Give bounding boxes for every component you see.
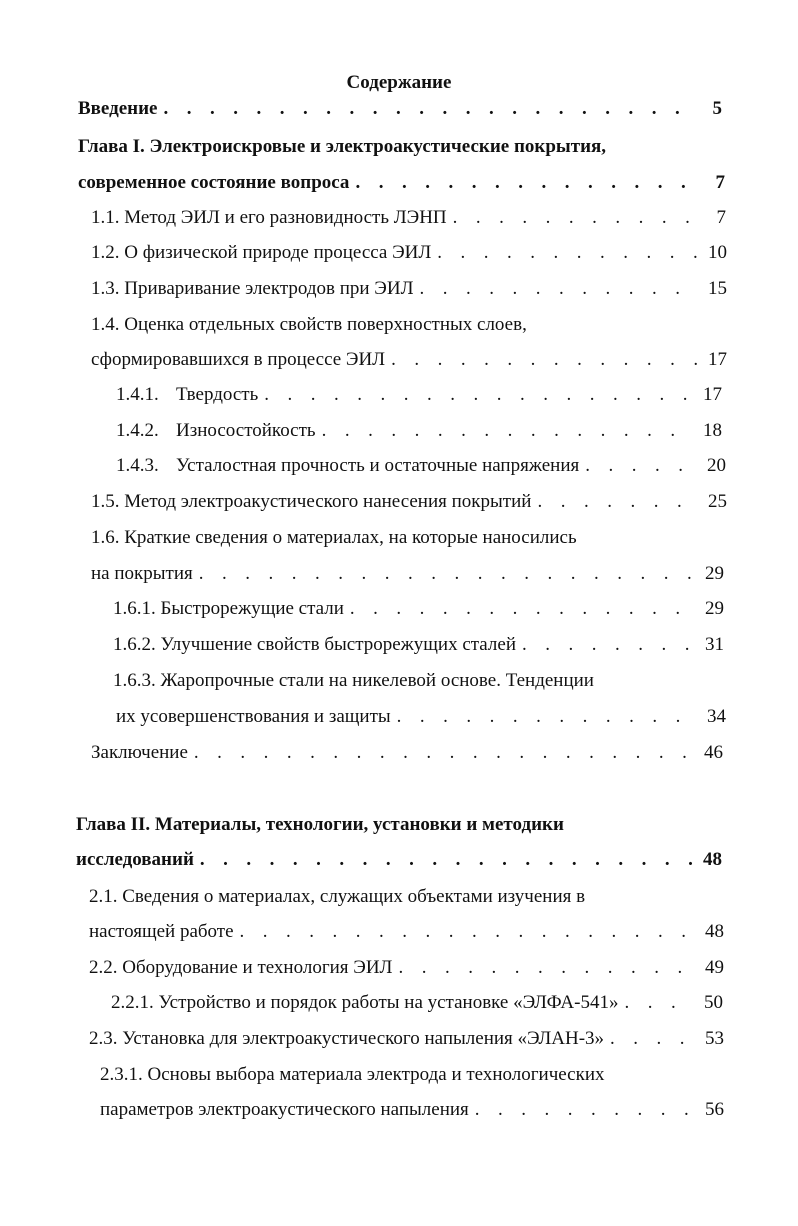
toc-entry-1-6-3-line2 bbox=[116, 704, 726, 730]
toc-entry-text: Метод электроакустического нанесения покрытий bbox=[124, 491, 532, 512]
toc-entry-2-2-1 bbox=[111, 990, 723, 1016]
toc-entry-page: 10 bbox=[708, 242, 727, 263]
toc-entry-text: современное состояние вопроса bbox=[78, 172, 350, 193]
toc-entry-text: исследований bbox=[76, 849, 194, 870]
toc-entry-1-4-2 bbox=[116, 418, 722, 444]
toc-entry-text: О физической природе процесса ЭИЛ bbox=[124, 242, 432, 263]
toc-entry-text: 2.3. Установка для электроакустического напыления «ЭЛАН-3» bbox=[89, 1028, 605, 1049]
toc-entry-page: 18 bbox=[703, 420, 722, 441]
toc-entry-page: 17 bbox=[708, 349, 727, 370]
toc-entry-page: 48 bbox=[705, 921, 724, 942]
toc-entry-page: 48 bbox=[703, 849, 722, 870]
toc-chapter-1-line2 bbox=[78, 170, 725, 196]
toc-entry-1-6-3-line1: 1.6.3. Жаропрочные стали на никелевой основе. Тенденции bbox=[113, 670, 594, 691]
toc-entry-page: 29 bbox=[705, 598, 724, 619]
toc-entry-number: 1.3. bbox=[91, 278, 120, 299]
toc-entry-1-5 bbox=[91, 489, 727, 515]
toc-entry-number: 1.1. bbox=[91, 207, 120, 228]
dot-leader bbox=[610, 1026, 696, 1052]
dot-leader bbox=[355, 170, 697, 196]
toc-entry-1-4-1 bbox=[116, 382, 722, 408]
toc-entry-intro bbox=[78, 96, 722, 122]
toc-entry-1-1 bbox=[91, 205, 726, 231]
toc-entry-text: 2.2. Оборудование и технология ЭИЛ bbox=[89, 957, 393, 978]
dot-leader bbox=[522, 632, 696, 658]
toc-entry-2-1-line2 bbox=[89, 919, 724, 945]
toc-entry-1-4-line1 bbox=[91, 312, 527, 338]
toc-entry-2-3-1-line1: 2.3.1. Основы выбора материала электрода и технологических bbox=[100, 1064, 605, 1085]
dot-leader bbox=[391, 347, 699, 373]
toc-entry-1-6-line1 bbox=[91, 525, 577, 551]
toc-entry-text: 1.6.1. Быстрорежущие стали bbox=[113, 598, 344, 619]
toc-entry-page: 15 bbox=[708, 278, 727, 299]
toc-entry-page: 29 bbox=[705, 563, 724, 584]
toc-entry-text: Износостойкость bbox=[176, 420, 316, 441]
toc-entry-page: 17 bbox=[703, 384, 722, 405]
dot-leader bbox=[398, 955, 696, 981]
toc-entry-text: 1.6.2. Улучшение свойств быстрорежущих сталей bbox=[113, 634, 516, 655]
dot-leader bbox=[475, 1097, 696, 1123]
toc-entry-1-3 bbox=[91, 276, 727, 302]
dot-leader bbox=[199, 561, 696, 587]
toc-entry-text: Усталостная прочность и остаточные напряжения bbox=[176, 455, 580, 476]
toc-chapter-2-heading: Глава II. Материалы, технологии, установки и методики bbox=[76, 814, 564, 835]
toc-chapter-2-line2 bbox=[76, 847, 722, 873]
dot-leader bbox=[437, 240, 699, 266]
toc-chapter-1-heading: Глава I. Электроискровые и электроакустические покрытия, bbox=[78, 136, 607, 157]
toc-entry-page: 5 bbox=[712, 98, 722, 119]
dot-leader bbox=[200, 847, 694, 873]
dot-leader bbox=[164, 96, 695, 122]
toc-entry-text: Краткие сведения о материалах, на которые наносились bbox=[124, 527, 577, 548]
toc-entry-1-6-2 bbox=[113, 632, 724, 658]
dot-leader bbox=[350, 596, 696, 622]
toc-entry-text: на покрытия bbox=[91, 563, 193, 584]
toc-entry-1-4-3 bbox=[116, 453, 726, 479]
toc-entry-page: 53 bbox=[705, 1028, 724, 1049]
toc-entry-page: 46 bbox=[704, 742, 723, 763]
dot-leader bbox=[624, 990, 695, 1016]
toc-entry-page: 25 bbox=[708, 491, 727, 512]
toc-entry-text: Метод ЭИЛ и его разновидность ЛЭНП bbox=[124, 207, 447, 228]
toc-entry-number: 1.6. bbox=[91, 527, 120, 548]
toc-entry-page: 7 bbox=[715, 172, 725, 193]
toc-entry-conclusion bbox=[91, 740, 723, 766]
dot-leader bbox=[585, 453, 698, 479]
toc-entry-text: Введение bbox=[78, 98, 158, 119]
toc-entry-2-3-1-line2 bbox=[100, 1097, 724, 1123]
toc-entry-number: 1.4.3. bbox=[116, 455, 159, 476]
page-title: Содержание bbox=[346, 72, 452, 93]
dot-leader bbox=[537, 489, 699, 515]
toc-entry-text: 2.2.1. Устройство и порядок работы на установке «ЭЛФА-541» bbox=[111, 992, 619, 1013]
toc-entry-text: настоящей работе bbox=[89, 921, 234, 942]
toc-entry-text: Приваривание электродов при ЭИЛ bbox=[124, 278, 414, 299]
toc-entry-number: 1.4. bbox=[91, 314, 120, 335]
toc-entry-page: 49 bbox=[705, 957, 724, 978]
toc-entry-1-6-line2 bbox=[91, 561, 724, 587]
toc-entry-number: 1.2. bbox=[91, 242, 120, 263]
dot-leader bbox=[453, 205, 698, 231]
toc-entry-1-2 bbox=[91, 240, 727, 266]
toc-entry-number: 1.4.2. bbox=[116, 420, 159, 441]
dot-leader bbox=[194, 740, 695, 766]
toc-entry-text: параметров электроакустического напыления bbox=[100, 1099, 469, 1120]
toc-entry-2-3 bbox=[89, 1026, 724, 1052]
dot-leader bbox=[397, 704, 698, 730]
dot-leader bbox=[240, 919, 696, 945]
toc-entry-page: 7 bbox=[716, 207, 726, 228]
toc-entry-text: их усовершенствования и защиты bbox=[116, 706, 391, 727]
toc-entry-page: 50 bbox=[704, 992, 723, 1013]
toc-entry-page: 20 bbox=[707, 455, 726, 476]
toc-entry-text: Оценка отдельных свойств поверхностных слоев, bbox=[124, 314, 527, 335]
dot-leader bbox=[264, 382, 694, 408]
toc-entry-number: 1.5. bbox=[91, 491, 120, 512]
toc-entry-page: 56 bbox=[705, 1099, 724, 1120]
toc-entry-2-2 bbox=[89, 955, 724, 981]
toc-entry-page: 31 bbox=[705, 634, 724, 655]
dot-leader bbox=[322, 418, 694, 444]
toc-entry-1-6-1 bbox=[113, 596, 724, 622]
toc-entry-page: 34 bbox=[707, 706, 726, 727]
toc-entry-text: сформировавшихся в процессе ЭИЛ bbox=[91, 349, 386, 370]
dot-leader bbox=[419, 276, 699, 302]
toc-entry-number: 1.4.1. bbox=[116, 384, 159, 405]
toc-entry-2-1-line1: 2.1. Сведения о материалах, служащих объектами изучения в bbox=[89, 886, 586, 907]
toc-entry-1-4-line2 bbox=[91, 347, 727, 373]
toc-entry-text: Заключение bbox=[91, 742, 188, 763]
toc-entry-text: Твердость bbox=[176, 384, 259, 405]
